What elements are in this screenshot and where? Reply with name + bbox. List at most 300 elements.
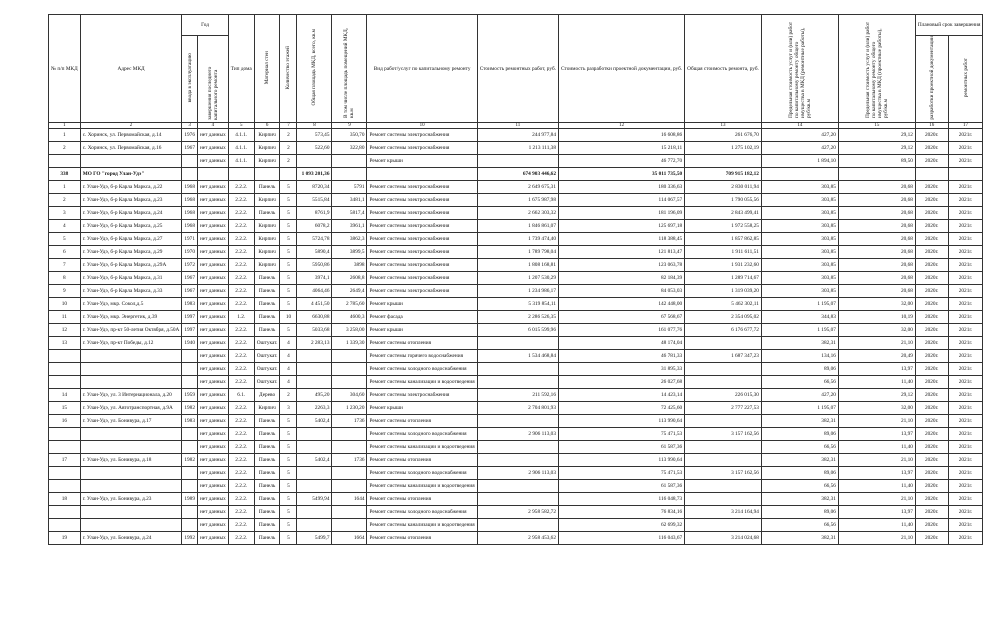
cell-wall-material: Оштукат.	[254, 350, 280, 363]
cell-address: г. Улан-Удэ, б-р Карла Маркса, д.27	[80, 233, 182, 246]
cell-max-cost-design: 21,10	[838, 415, 915, 428]
cell-work-type: Ремонт системы электроснабжения	[367, 181, 477, 194]
cell-max-cost-repair: 303,85	[761, 259, 838, 272]
header-total-area: Общая площадь МКД, всего, кв.м	[297, 15, 332, 123]
cell-total-cost: 2 843 499,41	[685, 207, 762, 220]
cell-house-type: 2.2.2.	[228, 493, 254, 506]
cell-year-commission	[182, 506, 198, 519]
cell-design-cost: 75 471,53	[558, 428, 684, 441]
cell-term-design: 2020г.	[915, 246, 948, 259]
cell-year-commission	[182, 168, 198, 181]
cell-max-cost-repair: 66,56	[761, 441, 838, 454]
cell-repair-cost: 2 704 801,93	[477, 402, 558, 415]
cell-term-design: 2020г.	[915, 480, 948, 493]
table-row	[49, 441, 983, 454]
cell-max-cost-repair: 89,06	[761, 363, 838, 376]
table-row	[49, 220, 983, 233]
cell-premises-area	[332, 519, 367, 532]
cell-term-repair: 2021г.	[948, 532, 983, 545]
cell-address: г. Улан-Удэ, б-р Карла Маркса, д.29	[80, 246, 182, 259]
cell-repair-cost: 1 846 861,07	[477, 220, 558, 233]
table-row	[49, 415, 983, 428]
cell-term-repair: 2021г.	[948, 142, 983, 155]
column-number: 2	[80, 123, 182, 129]
cell-floors: 5	[280, 324, 297, 337]
cell-no: 10	[49, 298, 81, 311]
cell-max-cost-repair: 134,16	[761, 350, 838, 363]
cell-floors: 5	[280, 298, 297, 311]
cell-total-area	[297, 519, 332, 532]
cell-wall-material: Панель	[254, 324, 280, 337]
cell-house-type: 2.2.2.	[228, 480, 254, 493]
cell-year-last-repair: нет данных	[197, 519, 228, 532]
repair-program-table	[48, 14, 983, 545]
cell-house-type: 2.2.2.	[228, 233, 254, 246]
cell-term-repair: 2021г.	[948, 493, 983, 506]
cell-floors: 4	[280, 363, 297, 376]
cell-wall-material	[254, 168, 280, 181]
cell-floors: 5	[280, 194, 297, 207]
cell-year-commission	[182, 467, 198, 480]
cell-address: г. Улан-Удэ, б-р Карла Маркса, д.29А	[80, 259, 182, 272]
cell-term-repair: 2021г.	[948, 207, 983, 220]
cell-work-type: Ремонт крыши	[367, 402, 477, 415]
cell-total-area: 4 451,50	[297, 298, 332, 311]
cell-wall-material: Кирпич	[254, 233, 280, 246]
cell-max-cost-design: 20,68	[838, 272, 915, 285]
column-number: 6	[254, 123, 280, 129]
cell-term-repair: 2021г.	[948, 363, 983, 376]
cell-term-repair: 2021г.	[948, 376, 983, 389]
cell-address: г. Улан-Удэ, ул. Бонивура, д.18	[80, 454, 182, 467]
cell-address: г. Улан-Удэ, пр-кт Победы, д.12	[80, 337, 182, 350]
cell-term-design: 2020г.	[915, 285, 948, 298]
cell-year-last-repair: нет данных	[197, 311, 228, 324]
cell-term-design: 2020г.	[915, 311, 948, 324]
cell-repair-cost	[477, 155, 558, 168]
cell-max-cost-design	[838, 168, 915, 181]
cell-premises-area	[332, 350, 367, 363]
cell-max-cost-design: 21,10	[838, 337, 915, 350]
cell-house-type: 2.2.2.	[228, 467, 254, 480]
cell-year-last-repair: нет данных	[197, 324, 228, 337]
cell-max-cost-design: 20,68	[838, 181, 915, 194]
cell-total-area: 522,60	[297, 142, 332, 155]
column-number: 17	[948, 123, 983, 129]
cell-term-repair: 2021г.	[948, 272, 983, 285]
cell-floors: 5	[280, 441, 297, 454]
cell-term-design: 2020г.	[915, 272, 948, 285]
cell-total-cost	[685, 376, 762, 389]
cell-term-design: 2020г.	[915, 428, 948, 441]
cell-floors: 2	[280, 142, 297, 155]
cell-year-commission: 1959	[182, 389, 198, 402]
cell-premises-area: 2 785,60	[332, 298, 367, 311]
cell-wall-material: Панель	[254, 519, 280, 532]
cell-max-cost-repair: 382,31	[761, 454, 838, 467]
cell-term-repair: 2021г.	[948, 155, 983, 168]
table-row	[49, 324, 983, 337]
cell-max-cost-design: 29,12	[838, 389, 915, 402]
cell-design-cost: 118 388,45	[558, 233, 684, 246]
header-year-last-repair: завершения последнего капитального ремонта	[197, 36, 228, 123]
cell-total-area: 5950,86	[297, 259, 332, 272]
cell-floors: 5	[280, 207, 297, 220]
cell-total-cost: 261 676,70	[685, 129, 762, 142]
cell-address	[80, 467, 182, 480]
header-max-cost-design: Предельная стоимость услуг и (или) работ по капитальному ремонту общего имущества в МКД (проектные работы), руб/кв.м	[838, 15, 915, 123]
cell-term-repair: 2021г.	[948, 519, 983, 532]
cell-house-type: 2.2.2.	[228, 441, 254, 454]
cell-repair-cost: 1 534 468,84	[477, 350, 558, 363]
cell-premises-area	[332, 376, 367, 389]
cell-total-area: 6078,2	[297, 220, 332, 233]
cell-no	[49, 506, 81, 519]
cell-total-cost: 1 319 039,20	[685, 285, 762, 298]
cell-wall-material: Панель	[254, 532, 280, 545]
cell-total-cost	[685, 493, 762, 506]
cell-term-repair: 2021г.	[948, 454, 983, 467]
cell-premises-area: 1736	[332, 415, 367, 428]
cell-wall-material: Кирпич	[254, 129, 280, 142]
cell-term-repair: 2021г.	[948, 259, 983, 272]
cell-house-type	[228, 168, 254, 181]
cell-max-cost-design: 21,10	[838, 493, 915, 506]
cell-house-type: 4.1.1.	[228, 155, 254, 168]
cell-term-repair: 2021г.	[948, 233, 983, 246]
cell-max-cost-design: 20,68	[838, 194, 915, 207]
cell-max-cost-design: 11,40	[838, 376, 915, 389]
cell-max-cost-design: 21,10	[838, 454, 915, 467]
cell-repair-cost: 2 286 526,35	[477, 311, 558, 324]
cell-premises-area: 2649,4	[332, 285, 367, 298]
cell-address	[80, 480, 182, 493]
cell-max-cost-design: 20,68	[838, 207, 915, 220]
cell-term-design: 2020г.	[915, 259, 948, 272]
cell-wall-material: Дерево	[254, 389, 280, 402]
cell-floors: 5	[280, 428, 297, 441]
cell-term-design: 2020г.	[915, 441, 948, 454]
cell-max-cost-design: 20,68	[838, 220, 915, 233]
cell-total-cost	[685, 363, 762, 376]
cell-year-last-repair: нет данных	[197, 467, 228, 480]
cell-term-design: 2020г.	[915, 207, 948, 220]
cell-total-area: 8720,34	[297, 181, 332, 194]
cell-work-type: Ремонт системы канализации и водоотведения	[367, 376, 477, 389]
cell-work-type	[367, 168, 477, 181]
cell-floors: 5	[280, 259, 297, 272]
cell-max-cost-design: 13,97	[838, 428, 915, 441]
cell-max-cost-design: 29,12	[838, 142, 915, 155]
cell-no: 4	[49, 220, 81, 233]
cell-total-cost	[685, 415, 762, 428]
cell-house-type: 2.2.2.	[228, 337, 254, 350]
cell-work-type: Ремонт системы электроснабжения	[367, 207, 477, 220]
table-row	[49, 298, 983, 311]
table-row	[49, 272, 983, 285]
cell-floors: 2	[280, 155, 297, 168]
header-wall-material: Материал стен	[254, 15, 280, 123]
cell-design-cost: 72 425,60	[558, 402, 684, 415]
cell-house-type: 2.2.2.	[228, 285, 254, 298]
cell-address: г. Улан-Удэ, ул. 3 Интернационала, д.20	[80, 389, 182, 402]
cell-house-type: 4.1.1.	[228, 142, 254, 155]
cell-term-design: 2020г.	[915, 155, 948, 168]
cell-address: г. Улан-Удэ, ул. Бонивура, д.23	[80, 493, 182, 506]
cell-year-last-repair	[197, 168, 228, 181]
cell-year-last-repair: нет данных	[197, 207, 228, 220]
cell-house-type: 2.2.2.	[228, 350, 254, 363]
column-number: 10	[367, 123, 477, 129]
cell-term-repair: 2021г.	[948, 324, 983, 337]
cell-floors: 5	[280, 415, 297, 428]
cell-repair-cost: 5 319 854,11	[477, 298, 558, 311]
cell-max-cost-repair: 1 195,07	[761, 298, 838, 311]
cell-total-area: 5402,4	[297, 415, 332, 428]
cell-no	[49, 441, 81, 454]
cell-year-commission: 1967	[182, 285, 198, 298]
cell-work-type: Ремонт системы электроснабжения	[367, 259, 477, 272]
cell-year-last-repair: нет данных	[197, 480, 228, 493]
cell-term-design: 2020г.	[915, 220, 948, 233]
cell-premises-area: 350,70	[332, 129, 367, 142]
cell-max-cost-repair: 427,20	[761, 389, 838, 402]
header-term-repair: ремонтных работ	[948, 36, 983, 123]
cell-repair-cost: 1 675 987,98	[477, 194, 558, 207]
cell-repair-cost	[477, 337, 558, 350]
cell-year-last-repair: нет данных	[197, 259, 228, 272]
cell-total-area: 2263,3	[297, 402, 332, 415]
table-row	[49, 480, 983, 493]
table-row	[49, 155, 983, 168]
cell-term-repair: 2021г.	[948, 428, 983, 441]
cell-design-cost: 121 813,47	[558, 246, 684, 259]
cell-floors: 4	[280, 350, 297, 363]
cell-max-cost-design: 13,97	[838, 363, 915, 376]
cell-max-cost-repair: 382,31	[761, 532, 838, 545]
cell-max-cost-design: 11,40	[838, 441, 915, 454]
cell-wall-material: Панель	[254, 298, 280, 311]
cell-term-design: 2020г.	[915, 298, 948, 311]
cell-max-cost-repair: 303,85	[761, 220, 838, 233]
cell-term-design: 2020г.	[915, 142, 948, 155]
cell-total-cost: 1 857 862,85	[685, 233, 762, 246]
column-number: 4	[197, 123, 228, 129]
cell-floors: 5	[280, 519, 297, 532]
cell-address: с. Хоринск, ул. Первомайская, д.14	[80, 129, 182, 142]
cell-no: 1	[49, 181, 81, 194]
header-year: Год	[182, 15, 228, 36]
cell-address: г. Улан-Удэ, ул. Бонивура, д.17	[80, 415, 182, 428]
header-total-cost: Общая стоимость ремонта, руб.	[685, 15, 762, 123]
cell-premises-area: 322,80	[332, 142, 367, 155]
cell-premises-area	[332, 441, 367, 454]
header-no: № п/п МКД	[49, 15, 81, 123]
cell-year-last-repair: нет данных	[197, 181, 228, 194]
cell-design-cost: 181 196,09	[558, 207, 684, 220]
cell-total-area	[297, 441, 332, 454]
cell-floors: 5	[280, 480, 297, 493]
cell-max-cost-repair: 303,85	[761, 207, 838, 220]
cell-work-type: Ремонт системы электроснабжения	[367, 389, 477, 402]
cell-house-type: 1.2.	[228, 311, 254, 324]
cell-floors: 5	[280, 493, 297, 506]
cell-year-commission: 1982	[182, 402, 198, 415]
column-number: 7	[280, 123, 297, 129]
cell-repair-cost: 2 958 453,62	[477, 532, 558, 545]
cell-term-design: 2020г.	[915, 532, 948, 545]
cell-max-cost-design: 11,40	[838, 480, 915, 493]
cell-no: 15	[49, 402, 81, 415]
cell-wall-material: Панель	[254, 272, 280, 285]
header-work-type: Вид работ/услуг по капитальному ремонту	[367, 15, 477, 123]
cell-design-cost: 35 011 735,50	[558, 168, 684, 181]
cell-repair-cost	[477, 454, 558, 467]
cell-work-type: Ремонт системы электроснабжения	[367, 246, 477, 259]
cell-total-cost: 1 790 055,56	[685, 194, 762, 207]
cell-floors: 10	[280, 311, 297, 324]
cell-total-area: 4064,46	[297, 285, 332, 298]
cell-total-cost	[685, 155, 762, 168]
cell-no	[49, 480, 81, 493]
cell-design-cost: 125 697,18	[558, 220, 684, 233]
cell-work-type: Ремонт системы холодного водоснабжения	[367, 363, 477, 376]
cell-design-cost: 116 043,67	[558, 532, 684, 545]
cell-no: 11	[49, 311, 81, 324]
cell-work-type: Ремонт системы холодного водоснабжения	[367, 506, 477, 519]
cell-year-commission	[182, 376, 198, 389]
cell-term-design	[915, 168, 948, 181]
cell-design-cost: 26 027,68	[558, 376, 684, 389]
column-number: 11	[477, 123, 558, 129]
cell-term-design: 2020г.	[915, 337, 948, 350]
cell-term-repair: 2021г.	[948, 246, 983, 259]
cell-premises-area	[332, 480, 367, 493]
cell-term-design: 2020г.	[915, 376, 948, 389]
cell-max-cost-repair: 382,31	[761, 415, 838, 428]
cell-year-last-repair: нет данных	[197, 532, 228, 545]
cell-year-commission: 1968	[182, 220, 198, 233]
cell-year-commission: 1972	[182, 259, 198, 272]
cell-year-commission: 1967	[182, 272, 198, 285]
cell-house-type: 6.1.	[228, 389, 254, 402]
cell-work-type: Ремонт крыши	[367, 298, 477, 311]
cell-house-type: 2.2.2.	[228, 194, 254, 207]
cell-design-cost: 142 448,00	[558, 298, 684, 311]
cell-address: г. Улан-Удэ, мкр. Сокол,д.5	[80, 298, 182, 311]
cell-work-type: Ремонт системы горячего водоснабжения	[367, 350, 477, 363]
cell-total-cost	[685, 441, 762, 454]
cell-year-commission: 1968	[182, 207, 198, 220]
cell-design-cost: 161 077,76	[558, 324, 684, 337]
cell-no: 17	[49, 454, 81, 467]
table-row	[49, 311, 983, 324]
cell-design-cost: 84 053,03	[558, 285, 684, 298]
cell-max-cost-repair: 1 195,07	[761, 324, 838, 337]
cell-year-commission: 1983	[182, 415, 198, 428]
cell-design-cost: 123 063,78	[558, 259, 684, 272]
cell-no	[49, 363, 81, 376]
cell-year-commission: 1971	[182, 233, 198, 246]
cell-repair-cost: 2 958 582,72	[477, 506, 558, 519]
table-row	[49, 350, 983, 363]
column-number: 14	[761, 123, 838, 129]
cell-address	[80, 441, 182, 454]
cell-total-area: 495,20	[297, 389, 332, 402]
cell-total-area: 5402,4	[297, 454, 332, 467]
cell-house-type: 2.2.2.	[228, 532, 254, 545]
cell-no: 2	[49, 142, 81, 155]
cell-term-repair: 2021г.	[948, 285, 983, 298]
cell-work-type: Ремонт системы отопления	[367, 415, 477, 428]
cell-design-cost: 31 895,33	[558, 363, 684, 376]
cell-max-cost-repair: 303,85	[761, 272, 838, 285]
cell-wall-material: Кирпич	[254, 142, 280, 155]
cell-year-commission: 1997	[182, 324, 198, 337]
cell-wall-material: Кирпич	[254, 194, 280, 207]
cell-design-cost: 180 336,63	[558, 181, 684, 194]
cell-premises-area	[332, 428, 367, 441]
cell-total-cost: 709 915 182,12	[685, 168, 762, 181]
cell-premises-area	[332, 168, 367, 181]
cell-year-last-repair: нет данных	[197, 285, 228, 298]
cell-design-cost: 114 067,57	[558, 194, 684, 207]
cell-year-last-repair: нет данных	[197, 142, 228, 155]
cell-design-cost: 46 772,70	[558, 155, 684, 168]
cell-no	[49, 350, 81, 363]
cell-premises-area: 1736	[332, 454, 367, 467]
cell-total-area	[297, 480, 332, 493]
cell-no: 7	[49, 259, 81, 272]
cell-work-type: Ремонт системы холодного водоснабжения	[367, 428, 477, 441]
header-premises-area: В том числе площадь помещений МКД, кв.м	[332, 15, 367, 123]
cell-address: г. Улан-Удэ, б-р Карла Маркса, д.31	[80, 272, 182, 285]
cell-premises-area: 1664	[332, 532, 367, 545]
cell-total-area: 5499,7	[297, 532, 332, 545]
cell-work-type: Ремонт фасада	[367, 311, 477, 324]
cell-design-cost: 113 990,64	[558, 415, 684, 428]
cell-term-repair: 2021г.	[948, 441, 983, 454]
cell-premises-area: 3862,3	[332, 233, 367, 246]
cell-max-cost-design: 32,00	[838, 298, 915, 311]
cell-max-cost-repair	[761, 168, 838, 181]
cell-year-commission	[182, 480, 198, 493]
cell-year-commission	[182, 441, 198, 454]
cell-total-cost	[685, 519, 762, 532]
cell-house-type: 2.2.2.	[228, 259, 254, 272]
cell-wall-material: Кирпич	[254, 220, 280, 233]
cell-year-commission	[182, 363, 198, 376]
table-row	[49, 194, 983, 207]
cell-year-commission: 1967	[182, 142, 198, 155]
cell-repair-cost: 1 789 798,04	[477, 246, 558, 259]
cell-term-design: 2020г.	[915, 194, 948, 207]
column-number: 9	[332, 123, 367, 129]
header-planned-term: Плановый срок завершения	[915, 15, 983, 36]
cell-design-cost: 75 471,53	[558, 467, 684, 480]
cell-year-commission	[182, 428, 198, 441]
cell-year-last-repair: нет данных	[197, 428, 228, 441]
cell-repair-cost: 1 213 111,38	[477, 142, 558, 155]
table-row	[49, 129, 983, 142]
cell-max-cost-design: 29,12	[838, 129, 915, 142]
cell-term-design: 2020г.	[915, 402, 948, 415]
cell-repair-cost: 2 906 113,03	[477, 467, 558, 480]
cell-no: 14	[49, 389, 81, 402]
cell-repair-cost	[477, 480, 558, 493]
cell-repair-cost: 2 906 113,03	[477, 428, 558, 441]
table-row	[49, 454, 983, 467]
